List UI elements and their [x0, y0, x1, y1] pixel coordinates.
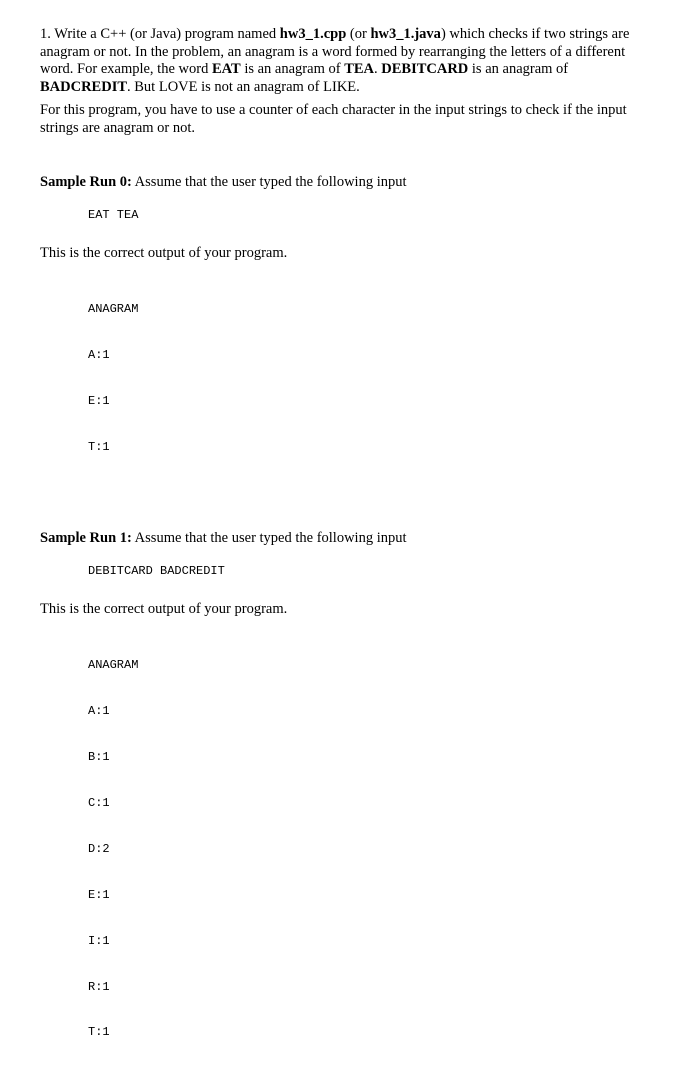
- example-word-eat: EAT: [211, 61, 241, 77]
- code-line: A:1: [88, 704, 110, 719]
- sample-run-0-label: Sample Run 0:: [40, 174, 132, 190]
- text: . But LOVE is not an anagram of LIKE.: [127, 78, 360, 95]
- sample-run-1-output-label: This is the correct output of your program.: [40, 601, 288, 618]
- text: is an anagram of: [468, 61, 569, 77]
- document-body: [40, 26, 650, 1071]
- counter-instruction: For this program, you have to use a counter of each character in the input strings to check if the input strings are anagram or not.: [40, 102, 627, 136]
- code-line: I:1: [88, 933, 110, 948]
- problem-description: [40, 26, 650, 96]
- example-word-debitcard: DEBITCARD: [381, 61, 469, 77]
- code-line: A:1: [88, 347, 110, 362]
- code-line: ANAGRAM: [88, 658, 139, 673]
- sample-run-1-output: [40, 628, 650, 1071]
- sample-run-0-output-label: This is the correct output of your program.: [40, 244, 288, 261]
- example-word-badcredit: BADCREDIT: [40, 78, 128, 95]
- text: is an anagram of: [240, 61, 345, 77]
- text: (or: [346, 26, 371, 42]
- sample-run-0-desc: Assume that the user typed the following input: [131, 174, 407, 190]
- filename-cpp: hw3_1.cpp: [279, 26, 347, 42]
- code-line: EAT TEA: [88, 207, 139, 222]
- code-line: DEBITCARD BADCREDIT: [88, 563, 225, 578]
- text: 1. Write a C++ (or Java) program named: [40, 26, 280, 42]
- sample-run-0-heading: [40, 174, 650, 192]
- filename-java: hw3_1.java: [370, 26, 441, 42]
- text: .: [374, 61, 382, 77]
- code-line: E:1: [88, 393, 110, 408]
- text: ) which checks if two strings are anagram or not. In the problem, an anagram is a word formed by rearranging the letters of a different word. For example, the word: [40, 26, 630, 77]
- sample-run-0-input: [40, 208, 650, 223]
- code-line: C:1: [88, 796, 110, 811]
- sample-run-1-desc: Assume that the user typed the following input: [131, 530, 407, 547]
- sample-run-1-heading: [40, 530, 650, 548]
- code-line: D:2: [88, 841, 110, 856]
- code-line: R:1: [88, 979, 110, 994]
- example-word-tea: TEA: [344, 61, 375, 77]
- code-line: T:1: [88, 1025, 110, 1040]
- code-line: T:1: [88, 439, 110, 454]
- sample-run-1-input: [40, 564, 650, 579]
- code-line: B:1: [88, 750, 110, 765]
- sample-run-0-output: [40, 271, 650, 485]
- code-line: ANAGRAM: [88, 301, 139, 316]
- code-line: E:1: [88, 887, 110, 902]
- sample-run-1-label: Sample Run 1:: [40, 530, 132, 547]
